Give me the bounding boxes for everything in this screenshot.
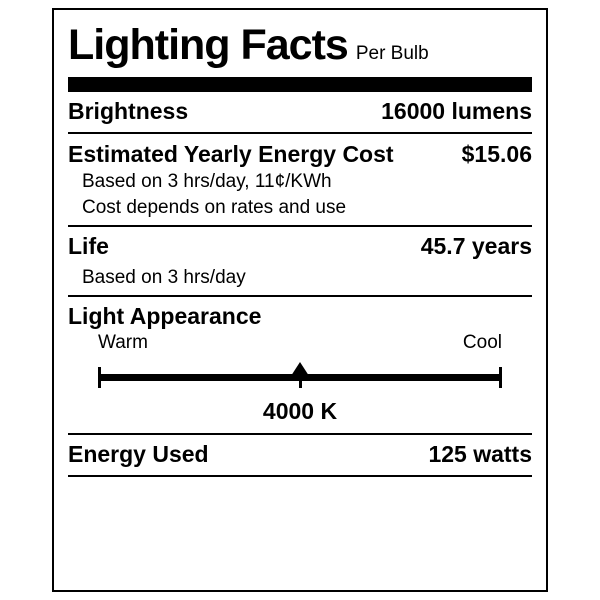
brightness-label: Brightness xyxy=(68,98,189,124)
divider-after-energy-used xyxy=(68,475,532,477)
scale-tick-right xyxy=(499,367,502,388)
scale-right-label: Cool xyxy=(462,332,502,353)
scale-marker-triangle-icon xyxy=(289,362,311,379)
page-title: Lighting Facts xyxy=(68,21,348,69)
energy-cost-label: Estimated Yearly Energy Cost xyxy=(68,141,394,167)
color-temperature-value: 4000 K xyxy=(262,398,338,424)
label-title-row xyxy=(54,10,546,67)
scale-left-label: Warm xyxy=(98,332,148,353)
life-value: 45.7 years xyxy=(420,233,532,259)
brightness-value: 16000 lumens xyxy=(381,98,532,124)
life-row xyxy=(54,227,546,267)
light-appearance-scale xyxy=(98,362,502,396)
energy-used-label: Energy Used xyxy=(68,441,209,467)
energy-used-value: 125 watts xyxy=(428,441,532,467)
scale-tick-left xyxy=(98,367,101,388)
page-title-suffix: Per Bulb xyxy=(355,43,429,64)
light-appearance-label: Light Appearance xyxy=(68,303,262,329)
energy-cost-row xyxy=(54,134,546,170)
life-note: Based on 3 hrs/day xyxy=(82,267,246,288)
life-label: Life xyxy=(68,233,109,259)
energy-cost-note-2: Cost depends on rates and use xyxy=(82,197,347,218)
energy-cost-value: $15.06 xyxy=(461,141,532,167)
brightness-row xyxy=(54,92,546,132)
energy-cost-note-1: Based on 3 hrs/day, 11¢/KWh xyxy=(82,171,332,192)
lighting-facts-label xyxy=(52,8,548,592)
title-divider-bar xyxy=(68,77,532,92)
light-appearance-scale-ends xyxy=(54,332,546,356)
energy-used-row xyxy=(54,435,546,475)
